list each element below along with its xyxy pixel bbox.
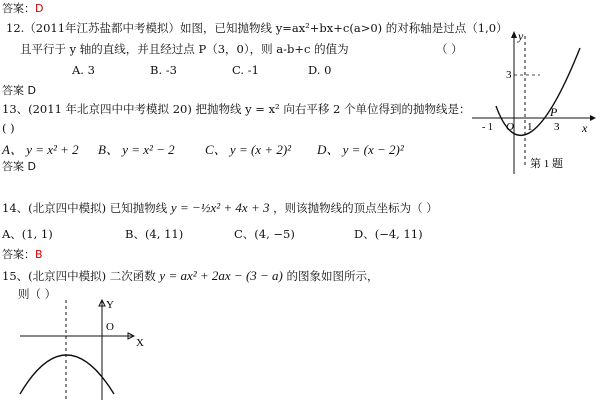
q13-option-b: B、 y = x² − 2 [98,142,175,157]
figure-1-y-arrow-icon [511,31,517,38]
q15-suffix: 的图象如图所示， [286,269,379,283]
q12-line1: 12.（2011年江苏盐都中考模拟）如图，已知抛物线 y=ax²+bx+c(a>0) 的对称轴是过点（1,0） [6,21,508,35]
figure-2-parabola [20,355,114,394]
q14-option-a: A、(1, 1) [2,227,53,241]
q14-answer-value: B [35,248,43,261]
q15-prefix: 15、(北京四中模拟) 二次函数 [2,269,156,283]
q14-option-d: D、(−4, 11) [354,227,423,241]
q13-option-c: C、 y = (x + 2)² [205,142,292,157]
q12-paren: （ ） [436,42,463,56]
top-answer-value: D [35,2,44,15]
q14-stem [2,200,438,216]
top-answer-prefix: 答案： [2,2,35,15]
q13-option-d: D、 y = (x − 2)² [317,142,404,157]
q12-option-b: B. -3 [150,63,177,77]
figure-1-graph [470,26,600,176]
figure-1-tick-3-x: 3 [554,121,560,133]
figure-1-caption: 第 1 题 [530,158,563,170]
figure-1-x-arrow-icon [590,115,596,121]
q13-line1: 13、(2011 年北京四中中考模拟 20) 把抛物线 y = x² 向右平移 2 个单位得到的抛物线是： [2,102,471,116]
figure-2-x-label: X [136,337,144,349]
q12-option-d: D. 0 [308,63,332,77]
q14-option-c: C、(4, −5) [234,227,295,241]
figure-1-tick-1: 1 [527,121,533,133]
figure-2-origin: O [106,321,114,333]
figure-2-y-label: Y [106,299,114,311]
figure-2-graph [18,296,158,404]
figure-1-tick-3-y: 3 [506,69,512,81]
q13-line2: ( ) [2,121,15,135]
q12-line2: 且平行于 y 轴的直线，并且经过点 P（3，0），则 a-b+c 的值为 [20,42,349,56]
q14-answer [2,246,43,262]
q15-formula: y = ax² + 2ax − (3 − a) [159,268,283,283]
q14-prefix: 14、(北京四中模拟) 已知抛物线 [2,201,168,215]
q13-option-a: A、 y = x² + 2 [2,142,79,157]
q14-option-b: B、(4, 11) [125,227,184,241]
q12-option-a: A. 3 [72,63,95,77]
q14-answer-prefix: 答案： [2,248,35,261]
q12-option-c: C. -1 [232,63,259,77]
figure-1-x-label: x [582,121,588,135]
figure-1-y-label: y [518,29,524,43]
q14-suffix: ，则该抛物线的顶点坐标为（ ） [273,201,438,215]
figure-1-tick-neg1: - 1 [482,122,493,133]
figure-1-origin: O [506,121,514,133]
q13-answer: 答案 D [2,160,36,173]
q15-line2: 则（ ） [18,287,57,301]
q14-formula: y = −½x² + 4x + 3 [170,200,270,215]
figure-1-point-p: P [550,105,558,119]
top-answer [2,0,43,16]
q15-stem [2,268,379,284]
q12-answer: 答案 D [2,84,36,97]
